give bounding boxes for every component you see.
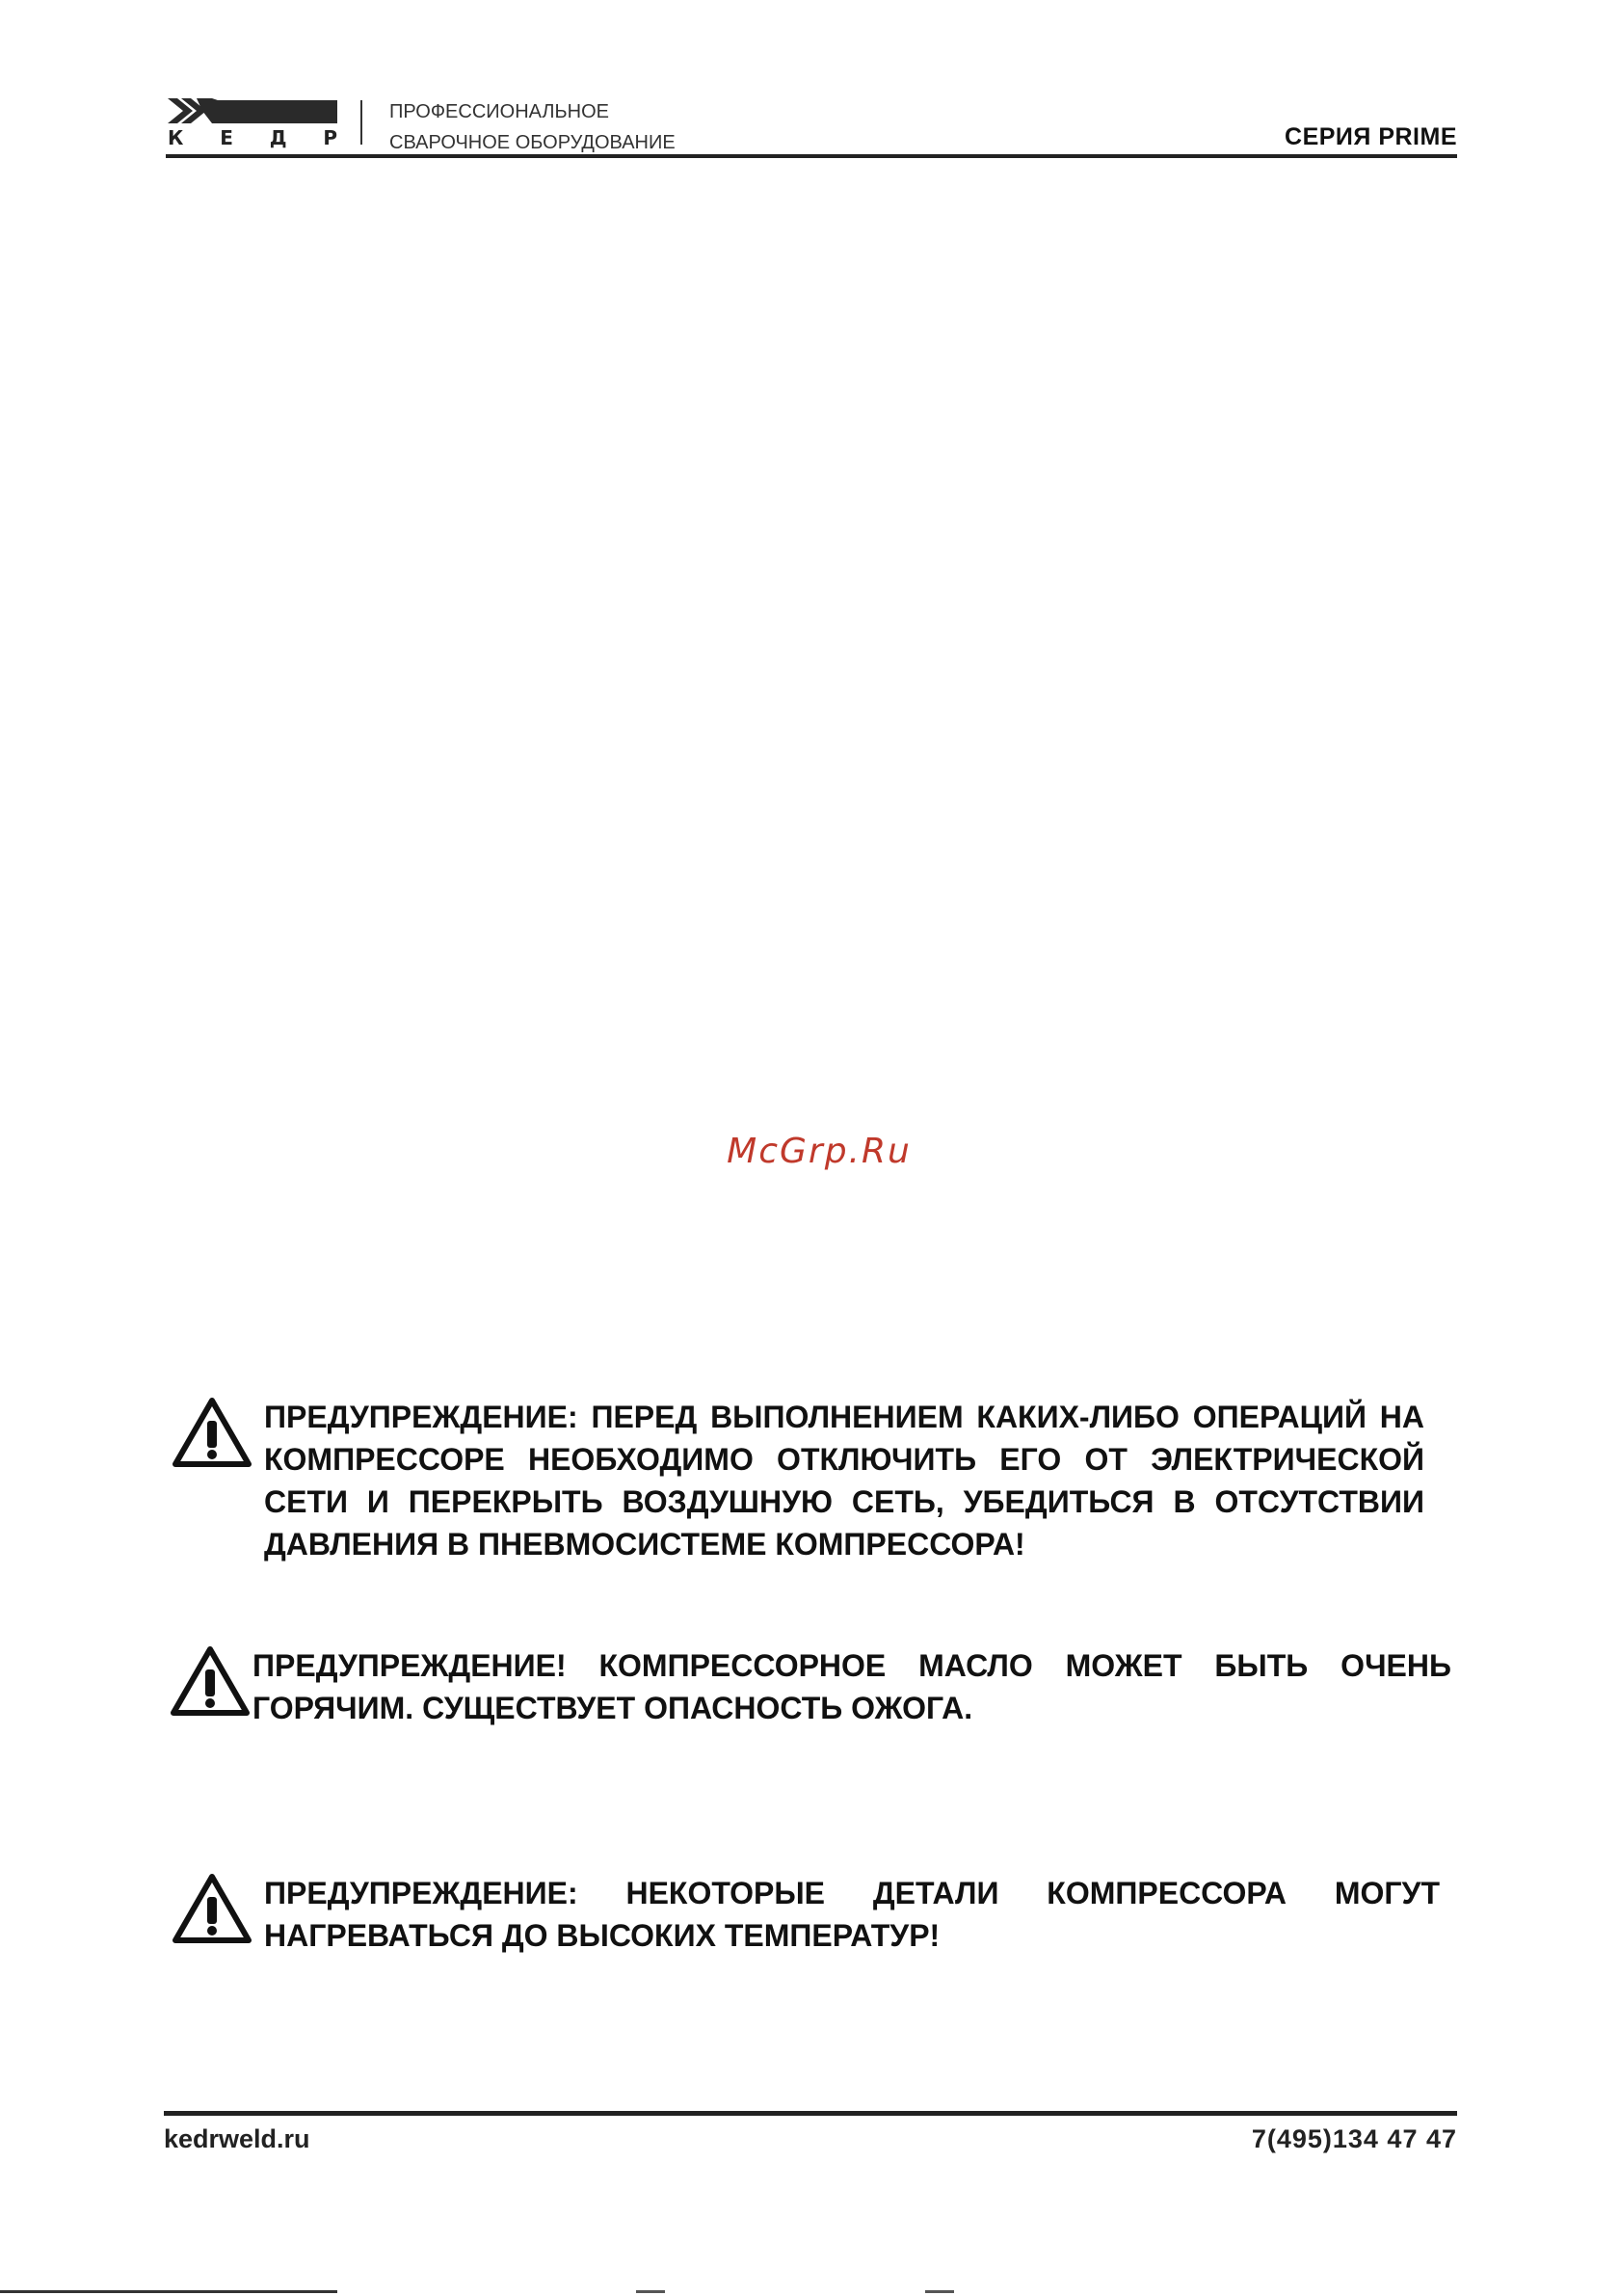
tagline-line-2: СВАРОЧНОЕ ОБОРУДОВАНИЕ (389, 132, 676, 153)
warning-text: ПРЕДУПРЕЖДЕНИЕ! КОМПРЕССОРНОЕ МАСЛО МОЖЕТ БЫТЬ ОЧЕНЬ ГОРЯЧИМ. СУЩЕСТВУЕТ ОПАСНОСТЬ ОЖОГА. (252, 1648, 1451, 1725)
logo-letter: Р (323, 126, 337, 149)
warning-triangle-icon (172, 1396, 252, 1469)
page-header (166, 93, 1457, 156)
warning-text: ПРЕДУПРЕЖДЕНИЕ: НЕКОТОРЫЕ ДЕТАЛИ КОМПРЕССОРА МОГУТ НАГРЕВАТЬСЯ ДО ВЫСОКИХ ТЕМПЕРАТУР! (264, 1876, 1440, 1953)
watermark: McGrp.Ru (727, 1132, 912, 1171)
kedr-logo (168, 98, 337, 147)
warning-triangle-icon (172, 1872, 252, 1945)
logo-letter: Е (220, 126, 233, 149)
kedr-logo-mark (168, 98, 337, 127)
header-separator (360, 100, 362, 145)
footer-divider (164, 2111, 1457, 2116)
series-label: СЕРИЯ PRIME (1285, 123, 1457, 150)
warning-triangle-icon (170, 1644, 251, 1718)
logo-letters (168, 127, 337, 148)
logo-letter: К (168, 126, 184, 149)
tagline-line-1: ПРОФЕССИОНАЛЬНОЕ (389, 101, 610, 122)
footer-website: kedrweld.ru (164, 2124, 310, 2153)
warning-text: ПРЕДУПРЕЖДЕНИЕ: ПЕРЕД ВЫПОЛНЕНИЕМ КАКИХ-ЛИБО ОПЕРАЦИЙ НА КОМПРЕССОРЕ НЕОБХОДИМО ОТКЛЮЧИТЬ ЕГО ОТ ЭЛЕКТРИЧЕСКОЙ СЕТИ И ПЕРЕКРЫТЬ ВОЗДУШНУЮ СЕТЬ, УБЕДИТЬСЯ В ОТСУТСТВИИ ДАВЛЕНИЯ В ПНЕВМОСИСТЕМЕ КОМПРЕССОРА! (264, 1400, 1424, 1562)
scan-artifact (0, 2290, 1619, 2296)
logo-letter: Д (269, 126, 287, 149)
company-tagline (389, 96, 676, 158)
header-divider (166, 154, 1457, 158)
footer-phone: 7(495)134 47 47 (1251, 2124, 1457, 2153)
